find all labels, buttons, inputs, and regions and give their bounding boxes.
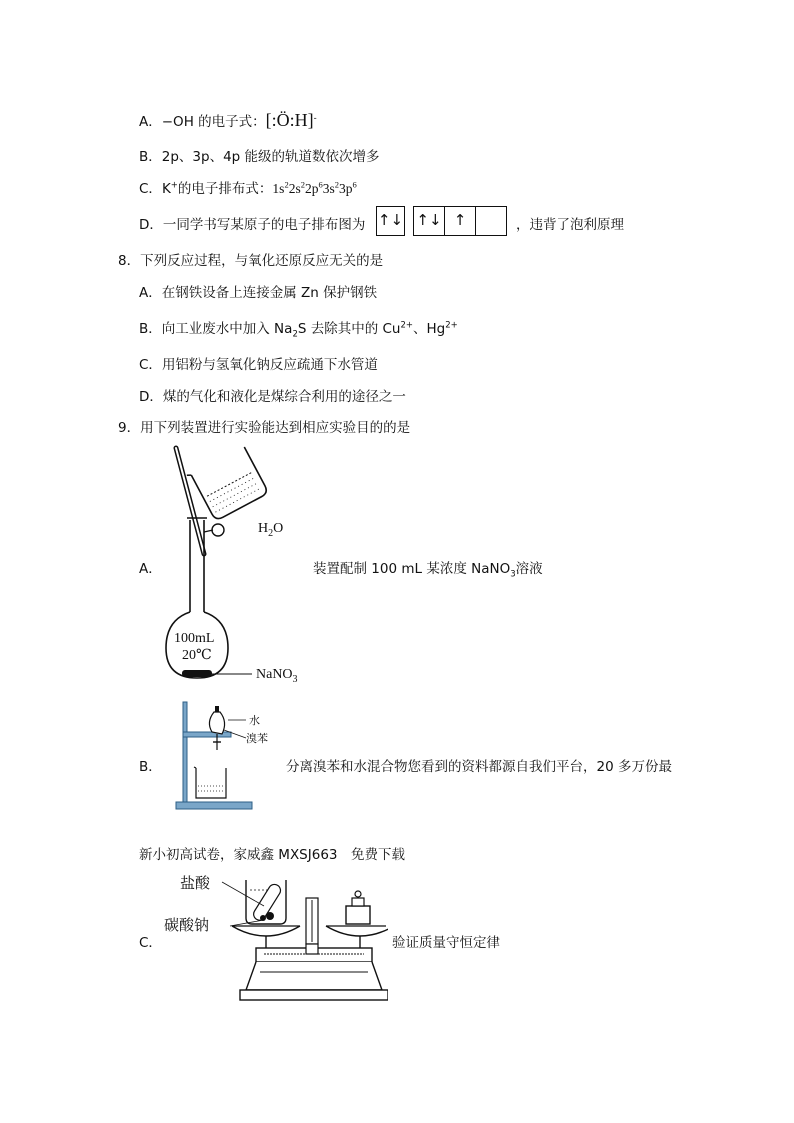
- q9-option-c-text: 验证质量守恒定律: [392, 935, 500, 951]
- q9-option-b-text: 分离溴苯和水混合物您看到的资料都源自我们平台，20 多万份最: [286, 759, 672, 775]
- flask-volume-label: 100mL: [174, 631, 215, 646]
- option-label: D．: [139, 389, 163, 405]
- q7-option-c: [139, 177, 357, 197]
- q9-option-c-label: C．: [139, 935, 162, 951]
- electron-configuration: $1s^22s^22p^63s^23p^6$: [272, 179, 357, 196]
- option-label: B．: [139, 321, 162, 337]
- q8-stem: [118, 249, 383, 269]
- watermark-text: 新小初高试卷，家威鑫 MXSJ663 免费下载: [139, 847, 406, 863]
- option-d-text: 一同学书写某原子的电子排布图为: [162, 217, 366, 233]
- question-number: 8．: [118, 253, 141, 269]
- left-pan: [232, 926, 300, 936]
- option-label: A．: [139, 114, 162, 130]
- oh-electron-formula: [:Ö:H]: [265, 110, 314, 130]
- right-pan: [326, 926, 388, 936]
- collecting-beaker: [196, 768, 226, 798]
- option-a-text: −OH 的电子式：: [161, 114, 266, 130]
- stand-rod: [183, 702, 187, 802]
- orbital-box-single: [376, 206, 405, 236]
- funnel-body: [209, 712, 224, 734]
- option-d-text: 煤的气化和液化是煤综合利用的途径之一: [162, 389, 406, 405]
- ring-clamp: [183, 732, 231, 737]
- weight: [346, 906, 370, 924]
- balance-figure: [160, 868, 388, 1006]
- stand-base: [176, 802, 252, 809]
- flask-temp-label: 20℃: [182, 648, 212, 663]
- orbital-cell-2: ↑↓: [414, 207, 445, 235]
- balance-base: [246, 962, 382, 990]
- oh-charge: -: [313, 113, 317, 124]
- q8-option-d: [139, 385, 406, 405]
- q7-option-d-suffix: ，违背了泡利原理: [516, 217, 624, 233]
- option-label: D．: [139, 217, 163, 233]
- stopper: [212, 524, 224, 536]
- option-label: A．: [139, 285, 162, 301]
- orbital-box-group: [413, 206, 507, 236]
- k-ion: K: [161, 181, 171, 197]
- salt-label: NaNO$_3$: [256, 667, 298, 685]
- q8-option-a: [139, 281, 377, 301]
- q9-option-a-text: 装置配制 100 mL 某浓度 NaNO$_3$溶液: [313, 561, 543, 580]
- salt-solid: [182, 670, 212, 677]
- question-number: 9．: [118, 420, 141, 436]
- option-b-text: 向工业废水中加入 Na: [161, 321, 293, 337]
- option-a-text: 在钢铁设备上连接金属 Zn 保护钢铁: [161, 285, 378, 301]
- q9-stem: [118, 416, 410, 436]
- volumetric-flask-figure: [160, 444, 310, 686]
- q9-option-a-label: A．: [139, 561, 162, 577]
- option-b-text: 2p、3p、4p 能级的轨道数依次增多: [161, 149, 380, 165]
- q9-option-b-label: B．: [139, 759, 162, 775]
- bromobenzene-label: 溴苯: [246, 732, 268, 745]
- water-label: $H_2O$: [258, 521, 284, 539]
- option-label: C．: [139, 181, 162, 197]
- option-c-text: 的电子排布式：: [177, 181, 273, 197]
- option-label: C．: [139, 357, 162, 373]
- acid-label: 盐酸: [180, 874, 211, 892]
- q7-option-d: [139, 213, 365, 233]
- water-layer-label: 水: [249, 714, 260, 727]
- q8-option-c: [139, 353, 378, 373]
- k-ion-charge: +: [170, 180, 178, 191]
- q8-option-b: B．向工业废水中加入 $Na_2S$ 去除其中的 $Cu^{2+}$、$Hg^{2+}$: [139, 320, 458, 340]
- orbital-cell-3: ↑: [445, 207, 476, 235]
- q7-option-a: [139, 110, 317, 131]
- question-stem: 下列反应过程，与氧化还原反应无关的是: [140, 253, 384, 269]
- q7-option-b: [139, 145, 380, 165]
- pouring-beaker: [187, 445, 269, 523]
- orbital-cell-1: ↑↓: [377, 211, 404, 229]
- carbonate-label: 碳酸钠: [164, 916, 210, 934]
- separatory-funnel-figure: [172, 698, 282, 812]
- option-label: B．: [139, 149, 162, 165]
- orbital-cell-4: [476, 207, 506, 235]
- option-c-text: 用铝粉与氢氧化钠反应疏通下水管道: [161, 357, 378, 373]
- question-stem: 用下列装置进行实验能达到相应实验目的的是: [140, 420, 411, 436]
